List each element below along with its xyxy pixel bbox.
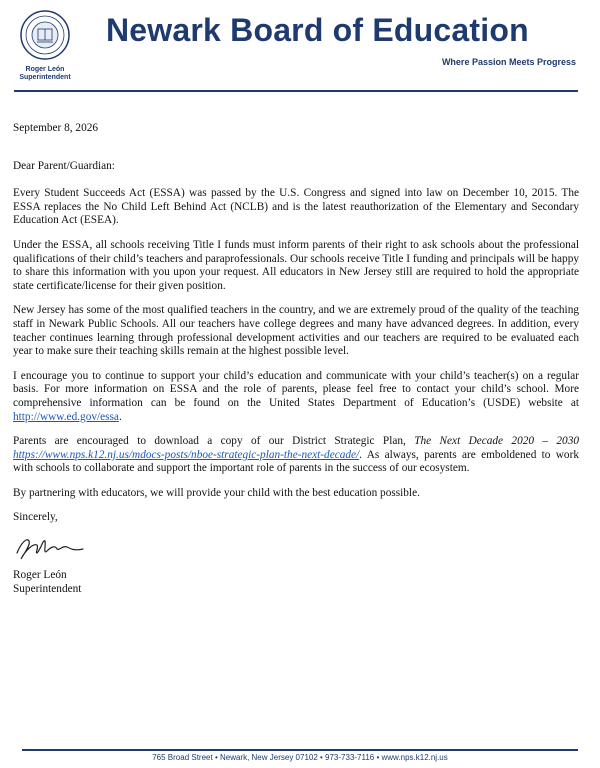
strategic-plan-link[interactable]: https://www.nps.k12.nj.us/mdocs-posts/nboe-strategic-plan-the-next-decade/ <box>13 448 360 461</box>
footer-divider <box>22 749 578 751</box>
org-title: Newark Board of Education <box>106 12 529 48</box>
paragraph-strategic-plan <box>13 435 579 476</box>
paragraph-partnering: By partnering with educators, we will provide your child with the best education possible. <box>13 486 420 499</box>
strategic-plan-text: Parents are encouraged to download a copy of our District Strategic Plan, <box>13 435 415 448</box>
strategic-plan-title: The Next Decade 2020 – 2030 <box>414 435 579 448</box>
letterhead <box>0 0 600 96</box>
superintendent-title: Superintendent <box>19 74 71 81</box>
paragraph-teachers: New Jersey has some of the most qualified teachers in the country, and we are extremely proud of the quality of the teaching staff in Newark Public Schools. All our teachers have college degrees and many have advanced degrees. In addition, every teacher continues learning through professional development activities and our teachers are required to be evaluated each year to make sure their teaching skills remain at the highest possible level. <box>13 304 579 358</box>
paragraph-support-end: . <box>118 410 122 423</box>
footer-address: 765 Broad Street • Newark, New Jersey 07102 • 973-733-7116 • www.nps.k12.nj.us <box>152 753 448 762</box>
strategic-plan-end: . As always, parents are emboldened to work with schools to collaborate and support the important role of parents in the success of our ecosystem. <box>13 448 579 475</box>
header-divider <box>14 90 578 92</box>
paragraph-essa-intro: Every Student Succeeds Act (ESSA) was passed by the U.S. Congress and signed into law on December 10, 2015. The ESSA replaces the No Child Left Behind Act (NCLB) and is the latest reauthorization of the Elementary and Secondary Education Act (ESEA). <box>13 187 579 227</box>
essa-link[interactable]: http://www.ed.gov/essa <box>13 410 119 423</box>
signer-name: Roger León <box>13 569 67 582</box>
greeting: Dear Parent/Guardian: <box>13 159 115 172</box>
signature <box>13 529 579 569</box>
closing: Sincerely, <box>13 511 58 524</box>
letter-body <box>13 122 579 596</box>
district-seal-icon <box>20 10 70 60</box>
paragraph-support-text: I encourage you to continue to support your child’s education and communicate with your child’s teacher(s) on a regular basis. For more information on ESSA and the role of parents, please feel free to contact your child’s school. More comprehensive information can be found on the United States Department of Education’s (USDE) website at <box>13 369 579 409</box>
tagline: Where Passion Meets Progress <box>441 57 576 67</box>
signer-title: Superintendent <box>13 582 82 595</box>
superintendent-name: Roger León <box>25 66 65 73</box>
letter-date: September 8, 2026 <box>13 122 99 134</box>
paragraph-title-one: Under the ESSA, all schools receiving Title I funds must inform parents of their right to ask schools about the professional qualifications of their child’s teachers and paraprofessionals. Our schools receive Title I funding and principals will be happy to share this information with you upon your request. All educators in New Jersey still are required to hold the appropriate state certificate/license for their given position. <box>13 238 579 292</box>
paragraph-support <box>13 370 579 424</box>
superintendent-block <box>8 66 82 82</box>
